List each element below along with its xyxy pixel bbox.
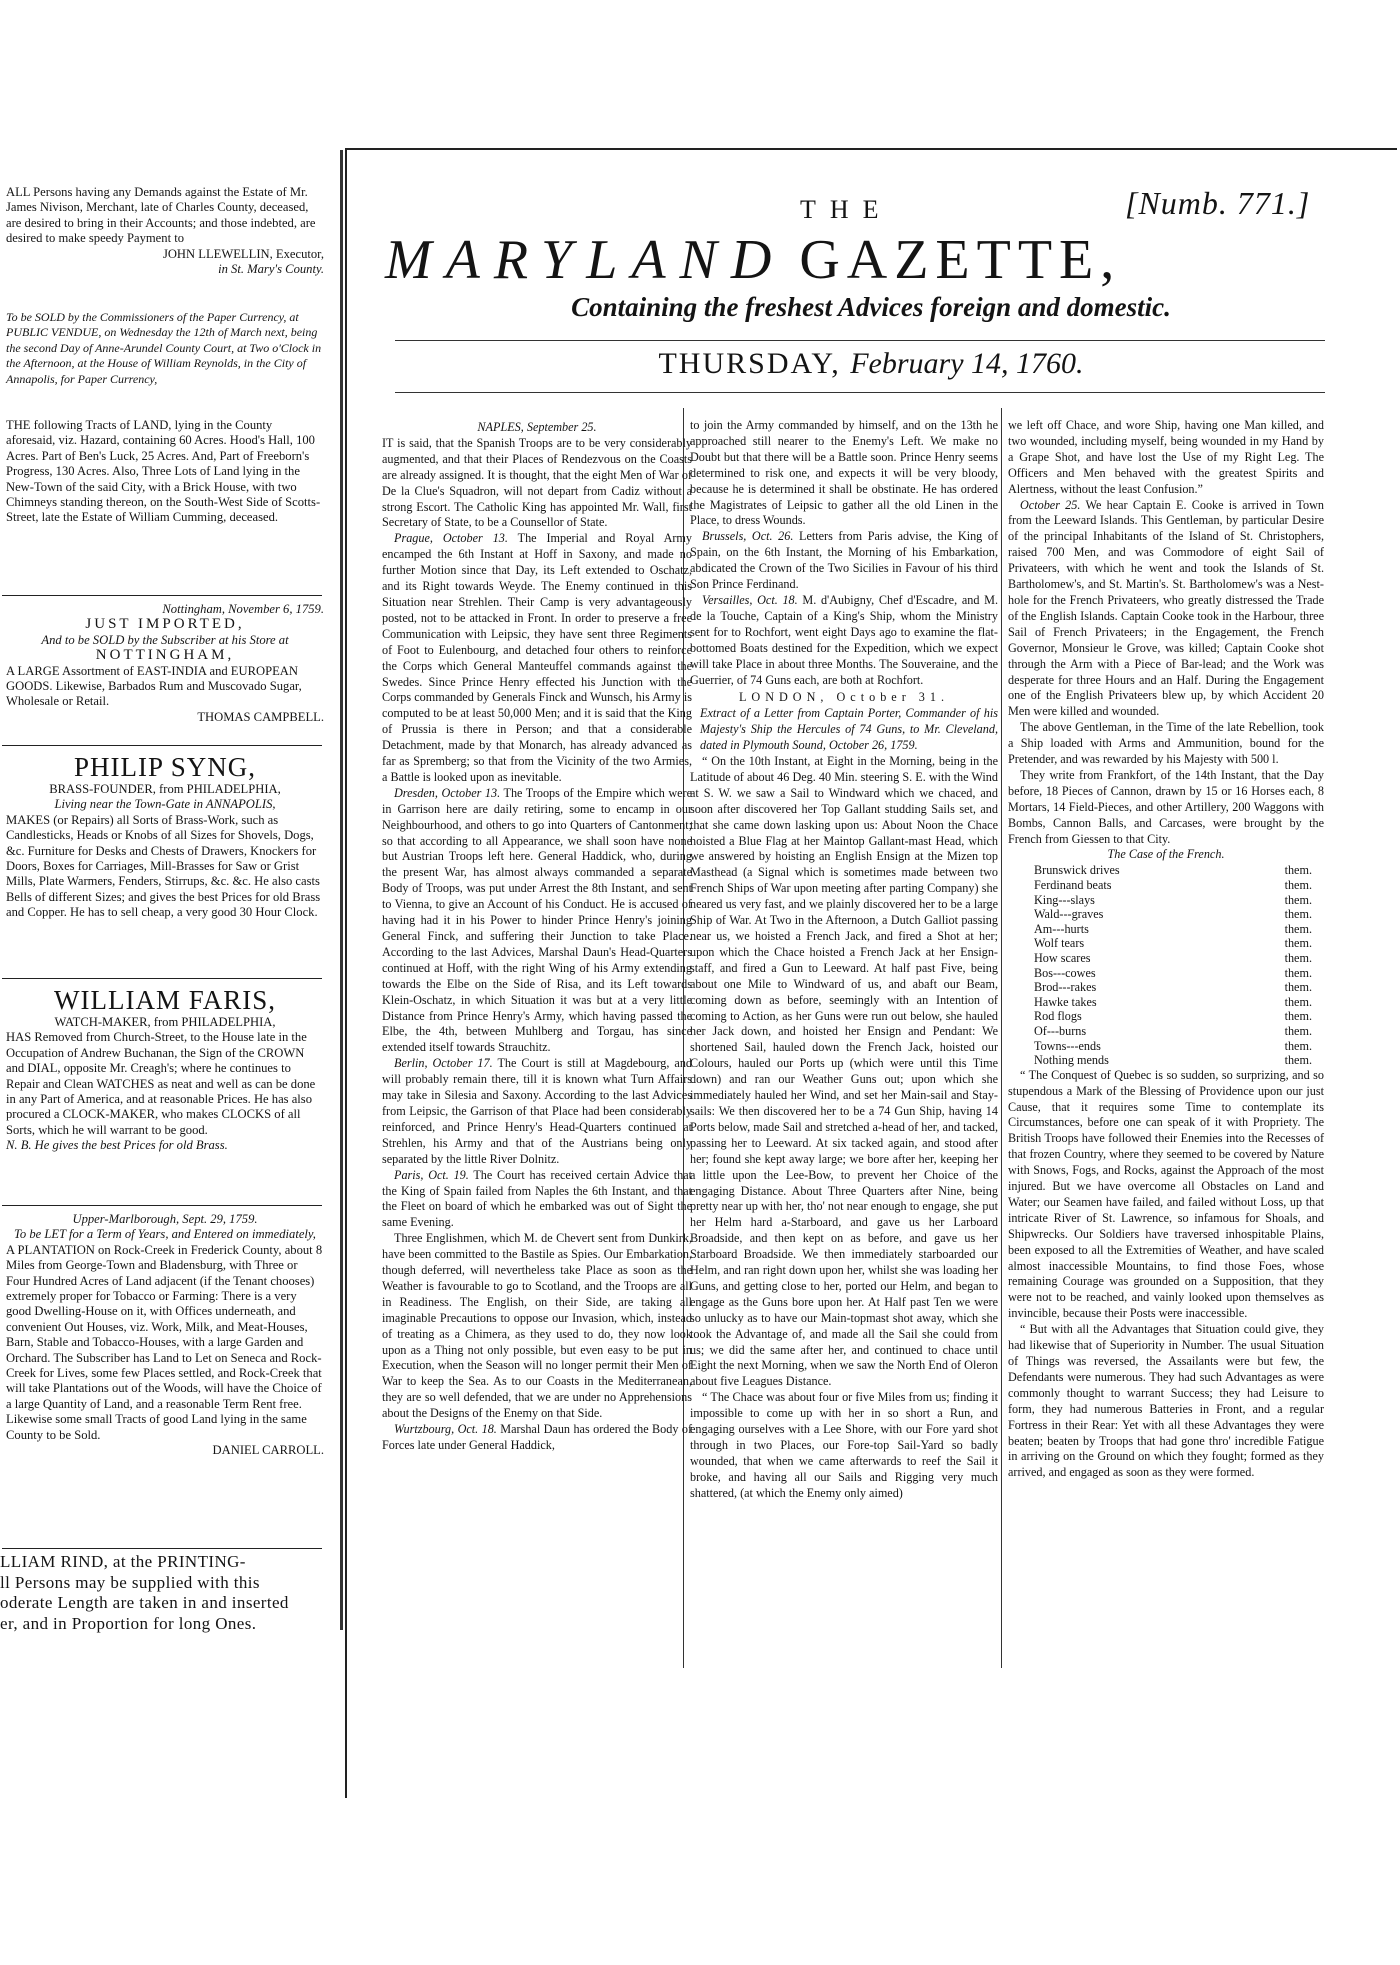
verse-subject: Ferdinand beats — [1034, 877, 1112, 892]
rebellion-article: The above Gentleman, in the Time of the late Rebellion, took a Ship loaded with Arms and Ammunition, bound for the Pretender, and was rewarded by his Majesty with 500 l. — [1008, 720, 1324, 767]
syng-body: MAKES (or Repairs) all Sorts of Brass-Work, such as Candlesticks, Heads or Knobs of all Sizes for Shovels, Dogs, &c. Furniture for Desks and Chests of Drawers, Knockers for Doors, Boxes for Carriages, Mill-Brasses for Saw or Grist Mills, Plate Warmers, Fenders, Stirrups, &c. &c. He also casts Bells of different Sizes; and gives the best Prices for old Brass and Copper. He has to sell cheap, a very good 30 Hour Clock. — [6, 812, 321, 920]
page-left-rule — [345, 148, 347, 1798]
verse-row — [1008, 951, 1324, 966]
verse-object: them. — [1284, 936, 1312, 951]
verse-object: them. — [1284, 1038, 1312, 1053]
porter-letter-continued: “ The Chace was about four or five Miles from us; finding it impossible to come up with her in so short a Run, and engaging ourselves with a Lee Shore, with our Fore yard shot through in two Places, our Fore-top Sail-Yard so badly wounded, that when we came afterwards to reef the Sail it broke, and having all our Sails and Rigging very much shattered, (at which the Enemy only aimed) — [690, 1390, 998, 1500]
masthead-title-roman: GAZETTE, — [799, 229, 1122, 291]
continued-article: to join the Army commanded by himself, and on the 13th he approached still nearer to the Enemy's Left. We make no Doubt but that there will be a Battle soon. Prince Henry seems determined to risk one, and expects it will be very bloody, because he is determined it shall be obstinate. He has ordered the Magistrates of Leipsic to gather all the old Linen in the Place, to dress Wounds. — [690, 418, 998, 528]
verse-subject: Nothing mends — [1034, 1053, 1109, 1068]
verse-object: them. — [1284, 1009, 1312, 1024]
masthead-rule — [395, 340, 1325, 341]
syng-address: Living near the Town-Gate in ANNAPOLIS, — [54, 797, 276, 812]
dateline-rule — [395, 392, 1325, 393]
advantages-article: “ But with all the Advantages that Situation could give, they had likewise that of Superiority in Number. The usual Situation of Things was reversed, the Assailants were but few, the Defendants were numerous. They had such Advantages as were commonly thought to warrant Success; they had Leisure to form, they had numerous Batteries in Front, and a regular Fortress in their Rear: Yet with all these Advantages they were beaten; beaten by Troops that had gone thro' incredible Fatigue in arriving on the Ground on which they fought; formed as they arrived, and engaged as soon as they were formed. — [1008, 1322, 1324, 1480]
campbell-body: A LARGE Assortment of EAST-INDIA and EUROPEAN GOODS. Likewise, Barbados Rum and Muscovado Sugar, Wholesale or Retail. — [6, 663, 302, 709]
verse-subject: Am---hurts — [1034, 921, 1089, 936]
syng-name: PHILIP SYNG, — [73, 752, 256, 782]
prague-article: Prague, October 13. The Imperial and Royal Army encamped the 6th Instant at Hoff in Saxony, and made no further Motion since that Day, its Left extended to Oschatz, and its Right towards Weyde. The Enemy continued in this Situation near Strehlen. Their Camp is very advantageously posted, not to be attacked in Front. In order to preserve a free Communication with Leipsic, they have sent three Regiments of Foot to Eulenbourg, and detached four others to reinforce the Corps which General Manteuffel commands against the Swedes. Since Prince Henry effected his Junction with the Corps commanded by Generals Finck and Wunsch, his Army is computed to be at least 50,000 Men; and it is said that the King of Prussia is there in Person; and that a considerable Detachment, made by that Monarch, has already advanced as far as Spremberg; so that from the Vicinity of the two Armies, a Battle is looked upon as inevitable. — [382, 531, 692, 784]
verse-title: The Case of the French. — [1107, 847, 1225, 862]
verse-row — [1008, 1009, 1324, 1024]
issue-dateline — [345, 347, 1397, 381]
column-1 — [382, 418, 692, 1454]
verse-object: them. — [1284, 1053, 1312, 1068]
letter-extract-heading: Extract of a Letter from Captain Porter, Commander of his Majesty's Ship the Hercules of 74 Guns, to Mr. Cleveland, dated in Plymouth Sound, October 26, 1759. — [700, 706, 998, 753]
verse-object: them. — [1284, 994, 1312, 1009]
carroll-advert — [6, 1212, 324, 1459]
porter-letter: “ On the 10th Instant, at Eight in the Morning, being in the Latitude of about 46 Deg. 40 Min. steering S. E. with the Wind at S. W. we saw a Sail to Windward which we chaced, and soon after discovered her Top Gallant studding Sails set, and that she came down lasking upon us: About Noon the Chace hoisted a Blue Flag at her Maintop Gallant-mast Head, which we answered by hoisting an English Ensign at the Mizen top Masthead (a Signal which is sometimes made between two French Ships of War upon meeting after parting Company) she neared us very fast, and we plainly discovered her to be a large Ship of War. At Two in the Afternoon, a Dutch Galliot passing near us, we hoisted a French Jack, and fired a Shot at her; upon which the Chace hoisted a French Jack at her Ensign-staff, and fired a Gun to Leeward. At half past Five, being about one Mile to Windward of us, and abaft our Beam, coming down as before, seemingly with an Intention of coming to Action, as her Guns were run out below, she hauled her Jack down, and hoisted her Ensign and Pendant: We shortened Sail, hauled down the French Jack, hoisted our Colours, hauled our Ports up (which were until this Time down) and ran our Weather Guns out; upon which she immediately hauled her Wind, and set her Main-sail and Stay-sails: We then discovered her to be a 74 Gun Ship, having 14 Ports below, made Sail and stretched a-head of her, and tacked, passing her to Leeward. At six tacked again, and stood after her; found she kept away large; we bore after her, keeping her a little upon the Lee-Bow, to prevent her Choice of the engaging Distance. About Three Quarters after Nine, being pretty near up with her, tho' not near enough to engage, she put her Helm hard a-Starboard, and gave us her Larboard Broadside, and then kept on as before, and gave us her Starboard Broadside. We then immediately starboarded our Helm, and ran right down upon her, whilst she was loading her Guns, and getting close to her, ported our Helm, and began to engage as the Guns bore upon her. At Half past Ten we were so unlucky as to have our Main-topmast shot away, which she took the Advantage of, and made all the Sail she could from us; we did the same after her, and continued to chace until Eight the next Morning, when we saw the North End of Oleron about five Leagues Distance. — [690, 754, 999, 1389]
verse-object: them. — [1284, 921, 1312, 936]
verse-row — [1008, 922, 1324, 937]
london-dateline: LONDON, October 31. — [738, 690, 950, 705]
verse-row — [1008, 1024, 1324, 1039]
syng-advert — [6, 752, 324, 921]
verse-object: them. — [1284, 980, 1312, 995]
verse-row — [1008, 1053, 1324, 1068]
campbell-signature: THOMAS CAMPBELL. — [197, 709, 324, 724]
gazette-front-page — [345, 140, 1400, 1800]
verse-subject: King---slays — [1034, 892, 1095, 907]
verse-row — [1008, 980, 1324, 995]
verse-object: them. — [1284, 863, 1312, 878]
column-divider — [1001, 408, 1002, 1668]
wurtzbourg-article: Wurtzbourg, Oct. 18. Marshal Daun has ordered the Body of Forces late under General Haddick, — [382, 1422, 692, 1452]
verse-row — [1008, 936, 1324, 951]
left-page-fragment — [0, 140, 340, 1760]
faris-name: WILLIAM FARIS, — [54, 985, 276, 1015]
llewellin-place: in St. Mary's County. — [218, 262, 324, 277]
issue-number: [Numb. 771.] — [1125, 185, 1311, 221]
faris-body: HAS Removed from Church-Street, to the House late in the Occupation of Andrew Buchanan, the Sign of the CROWN and DIAL, opposite Mr. Creagh's; where he continues to Repair and Clean WATCHES as neat and well as can be done in any Part of America, and at reasonable Prices. He has also procured a CLOCK-MAKER, who makes CLOCKS of all Sorts, which he will warrant to be good. — [6, 1030, 316, 1137]
divider — [2, 978, 322, 979]
verse-subject: Rod flogs — [1034, 1009, 1082, 1024]
brussels-article: Brussels, Oct. 26. Letters from Paris advise, the King of Spain, on the 6th Instant, the Morning of his Embarkation, abdicated the Crown of the Two Sicilies in Favour of his third Son Prince Ferdinand. — [690, 529, 999, 592]
carroll-body: A PLANTATION on Rock-Creek in Frederick County, about 8 Miles from George-Town and Bladensburg, with Three or Four Hundred Acres of Land adjacent (if the Tenant chooses) extremely proper for Tobacco or Farming: There is a very good Dwelling-House on it, with Offices underneath, and convenient Out Houses, viz. Work, Milk, and Meat-Houses, Barn, Stable and Tobacco-Houses, with a large Garden and Orchard. The Subscriber has Land to Let on Seneca and Rock-Creek for Lives, some few Places settled, and Rock-Creek that will take Plantations out of the Woods, will have the Choice of a large Quantity of Land, and a reasonable Term Rent free. Likewise some small Tracts of good Land lying in the same County to be Sold. — [6, 1242, 323, 1442]
dresden-article: Dresden, October 13. The Troops of the Empire which were in Garrison here are daily retiring, some to encamp in our Neighbourhood, and others to go into Quarters of Cantonment; so that according to all Appearance, we shall soon have none but Austrian Troops left here. General Haddick, who, during the present War, has almost always commanded a separate Body of Troops, was put under Arrest the 8th Instant, and sent to Vienna, to give an Account of his Conduct. He is accused of having had it in his Power to hinder Prince Henry's joining General Finck, and suffering their Junction to take Place. According to the last Advices, Marshal Daun's Head-Quarters continued at Hoff, with the right Wing of his Army extending towards the Elbe on the Side of Risa, and its Left towards Klein-Oschatz, in which Situation it was but at a very little Distance from Prince Henry's Army, which having passed the Elbe, the 4th, between Muhlberg and Torgau, has since extended itself towards Strauchitz. — [382, 785, 693, 1055]
verse-subject: Wolf tears — [1034, 936, 1085, 951]
verse-subject: Wald---graves — [1034, 907, 1104, 922]
dateline-day: THURSDAY, — [658, 347, 841, 380]
verse-subject: Brunswick drives — [1034, 863, 1120, 878]
page-top-rule — [345, 148, 1397, 150]
masthead-title-italic: MARYLAND — [385, 229, 786, 291]
faris-advert — [6, 985, 324, 1154]
verse-list — [1008, 863, 1324, 1067]
verse-subject: Of---burns — [1034, 1023, 1087, 1038]
printer-imprint: LLIAM RIND, at the PRINTING- ll Persons may be supplied with this oderate Length are taken in and inserted er, and in Proportion for long Ones. — [0, 1552, 289, 1633]
verse-subject: Bos---cowes — [1034, 965, 1096, 980]
englishmen-article: Three Englishmen, which M. de Chevert sent from Dunkirk, have been committed to the Bastile as Spies. Our Embarkation, though deferred, will nevertheless take Place as soon as the Weather is favourable to go to Scotland, and the Troops are all in Readiness. The English, on their Side, are taking all imaginable Precautions to oppose our Invasion, which, instead of treating as a Chimera, as they used to do, they now look upon as a Thing not only possible, but even easy to be put in Execution, when the Season will no longer permit their Men of War to keep the Sea. As to our Coasts in the Mediterranean, they are so well defended, that we are under no Apprehensions about the Designs of the Enemy on that Side. — [382, 1231, 692, 1421]
paris-article: Paris, Oct. 19. The Court has received certain Advice that the King of Spain failed from Naples the 6th Instant, and that the Fleet on board of which he embarked was out of Sight the same Evening. — [382, 1167, 692, 1230]
campbell-heading: JUST IMPORTED, — [85, 616, 245, 633]
land-sale-heading: To be SOLD by the Commissioners of the Paper Currency, at PUBLIC VENDUE, on Wednesday the 12th of March next, being the second Day of Anne-Arundel County Court, at Two o'Clock in the Afternoon, at the House of William Reynolds, in the City of Annapolis, for Paper Currency, — [6, 310, 322, 386]
divider — [2, 595, 322, 596]
masthead-title — [385, 228, 1395, 292]
letter-conclusion: we left off Chace, and wore Ship, having one Man killed, and two wounded, including myself, being wounded in my Hand by a Grape Shot, and have lost the Use of my Right Leg. The Officers and Men behaved with the greatest Spirits and Alertness, without the least Confusion.” — [1008, 418, 1324, 496]
page-gutter-edge — [340, 150, 343, 1630]
campbell-place: NOTTINGHAM, — [95, 647, 235, 664]
syng-trade: BRASS-FOUNDER, from PHILADELPHIA, — [49, 782, 281, 796]
verse-row — [1008, 1039, 1324, 1054]
naples-dateline: NAPLES, September 25. — [477, 420, 597, 434]
verse-object: them. — [1284, 950, 1312, 965]
campbell-dateline: Nottingham, November 6, 1759. — [162, 602, 324, 616]
verse-subject: Towns---ends — [1034, 1038, 1101, 1053]
campbell-subheading: And to be SOLD by the Subscriber at his Store at — [41, 632, 289, 647]
masthead-article: THE — [800, 195, 893, 224]
campbell-advert — [6, 602, 324, 725]
verse-object: them. — [1284, 877, 1312, 892]
naples-article: IT is said, that the Spanish Troops are to be very considerably augmented, and that their Places of Rendezvous on the Coasts are already assigned. It is thought, that the eight Men of War of De la Clue's Squadron, will not depart from Cadiz without a strong Escort. The Catholic King has appointed Mr. Wall, first Secretary of State, to be a Counsellor of State. — [382, 435, 692, 530]
carroll-heading: To be LET for a Term of Years, and Entered on immediately, — [14, 1227, 316, 1242]
verse-subject: How scares — [1034, 950, 1091, 965]
faris-trade: WATCH-MAKER, from PHILADELPHIA, — [54, 1015, 276, 1029]
carroll-dateline: Upper-Marlborough, Sept. 29, 1759. — [72, 1212, 258, 1226]
divider — [2, 1205, 322, 1206]
verse-row — [1008, 907, 1324, 922]
column-2 — [690, 418, 998, 1502]
verse-object: them. — [1284, 965, 1312, 980]
faris-note: N. B. He gives the best Prices for old Brass. — [6, 1138, 228, 1153]
divider — [2, 745, 322, 746]
dateline-date: February 14, 1760. — [850, 347, 1084, 380]
verse-row — [1008, 893, 1324, 908]
berlin-article: Berlin, October 17. The Court is still at Magdebourg, and will probably remain there, till it is known what Turn Affairs may take in Silesia and Saxony. According to the last Advices from Leipsic, the Garrison of that Place had been considerably reinforced, and Prince Henry's Head-Quarters continued at Strehlen, his Army and that of the Austrians being only separated by the little River Dolnitz. — [382, 1056, 693, 1166]
land-sale-body: THE following Tracts of LAND, lying in the County aforesaid, viz. Hazard, containing 60 Acres. Hood's Hall, 100 Acres. Part of Ben's Luck, 25 Acres. And, Part of Freeborn's Progress, 130 Acres. Also, Three Lots of Land lying in the New-Town of the said City, with a Brick House, with two Chimneys standing thereon, on the South-West Side of Scotts-Street, late the Estate of William Cumming, deceased. — [6, 418, 321, 525]
llewellin-signature: JOHN LLEWELLIN, Executor, — [162, 246, 324, 261]
llewellin-notice: ALL Persons having any Demands against the Estate of Mr. James Nivison, Merchant, late of Charles County, deceased, are desired to bring in their Accounts; and those indebted, are desired to make speedy Payment to JOHN LLEWELLIN, Executor, in St. Mary's County. — [6, 185, 324, 277]
verse-object: them. — [1284, 892, 1312, 907]
verse-row — [1008, 863, 1324, 878]
verse-object: them. — [1284, 907, 1312, 922]
verse-object: them. — [1284, 1023, 1312, 1038]
column-3 — [1008, 418, 1324, 1481]
carroll-signature: DANIEL CARROLL. — [212, 1443, 324, 1458]
divider — [2, 1548, 322, 1549]
frankfort-article: They write from Frankfort, of the 14th Instant, that the Day before, 18 Pieces of Cannon, drawn by 15 or 16 Horses each, 8 Mortars, 14 Field-Pieces, and other Artillery, 200 Waggons with Bombs, Cannon Balls, and Carcases, were brought by the French from Giessen to that City. — [1008, 767, 1324, 846]
cooke-article: October 25. We hear Captain E. Cooke is arrived in Town from the Leeward Islands. This Gentleman, by particular Desire of the principal Inhabitants of the Island of St. Christophers, raised 700 Men, and was Commodore of eight Sail of Privateers, with which he went and took the Islands of St. Bartholomew's, and St. Martin's. St. Bartholomew's was a Nest-hole for the French Privateers, who greatly distressed the Trade of the English Islands. Captain Cooke took in the Harbour, three Sail of French Privateers; in the Engagement, the French Governor, Monsieur le Grove, was killed; Captain Cooke shot through the Arm with a Piece of Bar-lead; and the Work was desperate for three Hours and an Half. During the Engagement one of the English Privateers blew up, by which Accident 20 Men were killed and wounded. — [1008, 497, 1325, 719]
verse-subject: Brod---rakes — [1034, 980, 1097, 995]
verse-subject: Hawke takes — [1034, 994, 1097, 1009]
masthead-subtitle: Containing the freshest Advices foreign and domestic. — [571, 292, 1171, 322]
verse-row — [1008, 878, 1324, 893]
verse-row — [1008, 966, 1324, 981]
verse-row — [1008, 995, 1324, 1010]
quebec-article: “ The Conquest of Quebec is so sudden, so surprizing, and so stupendous a Mark of the Blessing of Providence upon our just Cause, that it requires some Time to contemplate its Circumstances, before one can speak of it with Propriety. The British Troops have followed their Enemies into the Recesses of that frozen Country, where they seemed to be covered by Nature with Snows, Fogs, and Rocks, against the Approach of the most injured. But we have overcome all Obstacles on Land and Water; our Seamen have failed, and failed without Loss, up that intricate River of St. Lawrence, so infamous for Shoals, and Shipwrecks. Our Soldiers have traversed inhospitable Plains, been exposed to all the Extremities of Weather, and have scaled almost inaccessible Mountains, to find those Foes, whose remaining Courage was grounded on a Supposition, that they were not to be reached, and vainly looked upon themselves as invincible, because their Posts were inaccessible. — [1008, 1067, 1324, 1321]
versailles-article: Versailles, Oct. 18. M. d'Aubigny, Chef d'Escadre, and M. de la Touche, Captain of a King's Ship, whom the Ministry sent for to Rochfort, went eight Days ago to examine the flat-bottomed Boats destined for the Expedition, which we expect will take Place in about three Months. The Souveraine, and the Guerrier, of 74 Guns each, are both at Rochfort. — [690, 592, 998, 687]
